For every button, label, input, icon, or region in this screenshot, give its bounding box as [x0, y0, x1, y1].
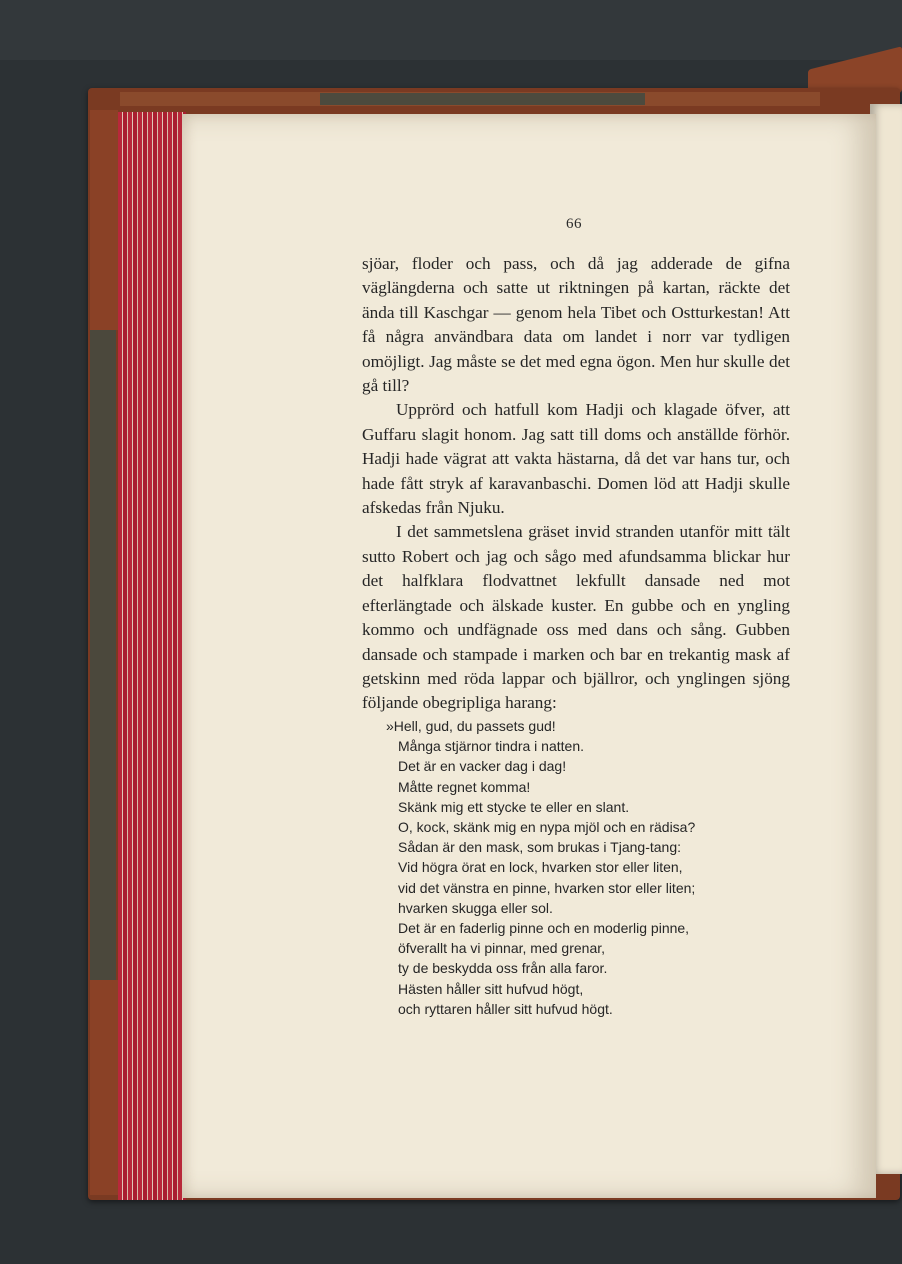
poem-line: Måtte regnet komma!: [398, 778, 531, 795]
poem-line: Vid högra örat en lock, hvarken stor eller liten,: [398, 859, 683, 876]
paragraph: sjöar, floder och pass, och då jag adderade de gifna väglängderna och satte ut riktningen på kartan, räckte det ända till Kaschgar — genom hela Tibet och Ostturkestan! Att få några användbara data om landet i norr var tydligen omöjligt. Jag måste se det med egna ögon. Men hur skulle det gå till?: [362, 254, 790, 396]
poem-line: öfverallt ha vi pinnar, med grenar,: [398, 940, 606, 957]
page-number: 66: [566, 216, 582, 232]
poem-line: hvarken skugga eller sol.: [398, 899, 553, 916]
spine-leather-top: [90, 110, 118, 330]
paragraph: I det sammetslena gräset invid stranden utanför mitt tält sutto Robert och jag och sågo med afundsamma blickar hur det halfklara flodvattnet lekfullt dansade ned mot efterlängtade och älskade kuster. En gubbe och en yngling kommo och undfägnade oss med dans och sång. Gubben dansade och stampade i marken och bar en trekantig mask af getskinn med röda lappar och bjällror, och ynglingen sjöng följande obegripliga harang:: [362, 522, 790, 713]
poem-line: Många stjärnor tindra i natten.: [398, 738, 584, 755]
poem-line: Skänk mig ett stycke te eller en slant.: [398, 798, 630, 815]
poem-line: Det är en vacker dag i dag!: [398, 758, 567, 775]
poem-line: ty de beskydda oss från alla faror.: [398, 960, 608, 977]
poem-line: Det är en faderlig pinne och en moderlig pinne,: [398, 920, 690, 937]
spine-leather-bottom: [90, 980, 118, 1195]
poem: [386, 716, 806, 1019]
page-edges: [118, 112, 186, 1200]
spine-cloth: [90, 330, 116, 980]
poem-line: O, kock, skänk mig en nypa mjöl och en rädisa?: [398, 819, 696, 836]
poem-line: och ryttaren håller sitt hufvud högt.: [398, 1000, 613, 1017]
binding-cloth-strip: [320, 93, 645, 105]
poem-line: Sådan är den mask, som brukas i Tjang-tang:: [398, 839, 682, 856]
backdrop-edge: [0, 0, 902, 60]
poem-line: Hästen håller sitt hufvud högt,: [398, 980, 584, 997]
poem-line: »Hell, gud, du passets gud!: [386, 718, 556, 734]
poem-line: vid det vänstra en pinne, hvarken stor eller liten;: [398, 879, 696, 896]
paragraph: Upprörd och hatfull kom Hadji och klagade öfver, att Guffaru slagit honom. Jag satt till doms och anställde förhör. Hadji hade vägrat att vakta hästarna, då det var hans tur, och hade fått stryk af karavanbaschi. Domen löd att Hadji skulle afskedas från Njuku.: [362, 400, 790, 518]
prose-text: [362, 252, 790, 716]
